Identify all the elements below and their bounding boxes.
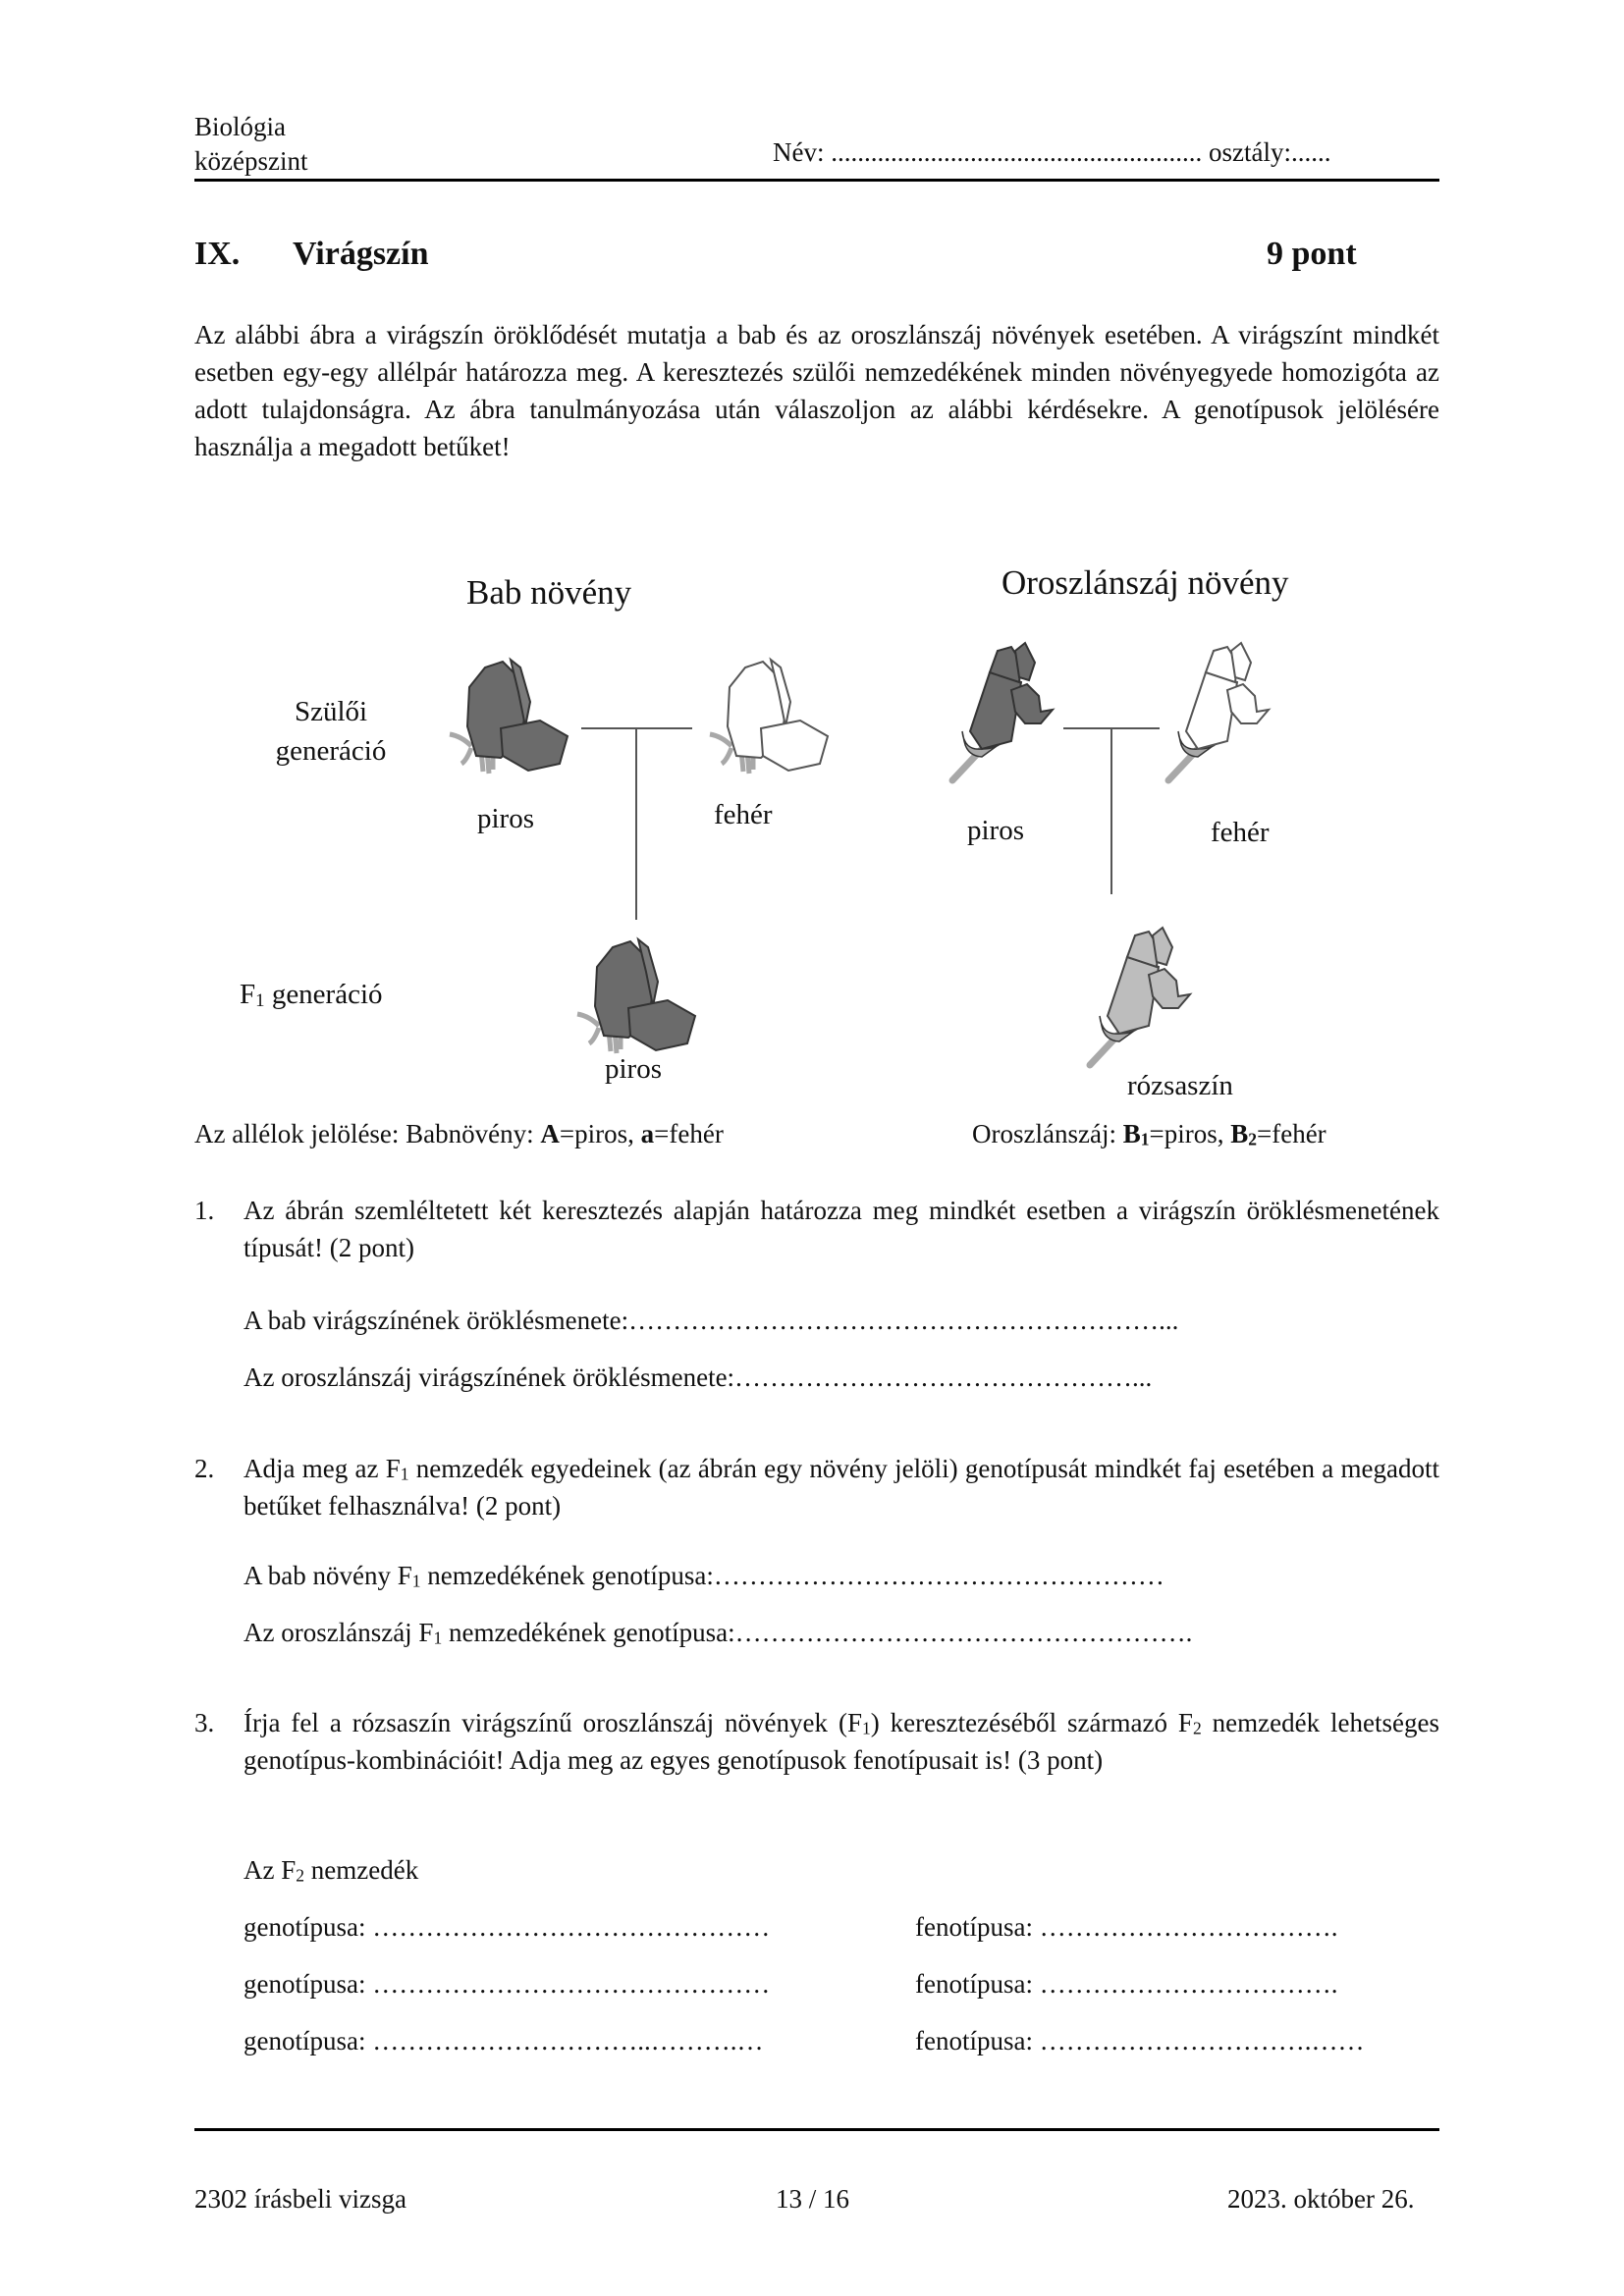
snapdragon-title: Oroszlánszáj növény	[1001, 563, 1289, 602]
level-label: középszint	[194, 146, 308, 176]
footer-exam-code: 2302 írásbeli vizsga	[194, 2184, 406, 2214]
q2-ans1-a: A bab növény F	[244, 1561, 412, 1590]
q3-phenotype-field-2[interactable]: fenotípusa: …………………………….	[915, 1969, 1338, 1999]
bean-cross-line-v	[635, 727, 637, 920]
q2-answer-snapdragon[interactable]	[244, 1618, 1192, 1648]
allele-B1-value: =piros,	[1149, 1119, 1231, 1148]
parent-generation-label	[267, 692, 395, 771]
f2-label-a: Az F	[244, 1855, 297, 1885]
question-1-number: 1.	[194, 1196, 215, 1225]
snapdragon-f1-label: rózsaszín	[1127, 1070, 1233, 1101]
q3-text-c: nemzedék lehetséges genotípus-kombinációit! Adja meg az egyes genotípusok fenotípusait is! (3 pont)	[244, 1708, 1440, 1775]
question-3-text	[244, 1704, 1439, 1779]
q3-text-sub2: 2	[1192, 1718, 1202, 1738]
q2-ans1-b: nemzedékének genotípusa:……………………………………………	[420, 1561, 1164, 1590]
f1-label-rest: generáció	[264, 979, 383, 1010]
q3-phenotype-field-3[interactable]: fenotípusa: ………………………….……	[915, 2026, 1365, 2056]
legend-label: Az allélok jelölése: Babnövény:	[194, 1119, 541, 1148]
q3-text-b: ) keresztezéséből származó F	[870, 1708, 1193, 1737]
q2-text-b: nemzedék egyedeinek (az ábrán egy növény jelöli) genotípusát mindkét faj esetében a megadott betűket felhasználva! (2 pont)	[244, 1454, 1440, 1521]
parent-label-line2: generáció	[275, 735, 387, 767]
question-1-text: Az ábrán szemléltetett két keresztezés alapján határozza meg mindkét esetben a virágszín öröklésmenetének típusát! (2 pont)	[244, 1196, 1439, 1262]
question-2-number: 2.	[194, 1454, 215, 1483]
f2-label-b: nemzedék	[304, 1855, 419, 1885]
q1-answer-snapdragon[interactable]: Az oroszlánszáj virágszínének öröklésmenete:………………………………………...	[244, 1362, 1153, 1392]
q3-genotype-field-2[interactable]: genotípusa: ………………………………………	[244, 1969, 771, 1999]
snapdragon-parent-red-label: piros	[967, 815, 1024, 846]
allele-A-value: =piros,	[559, 1119, 641, 1148]
allele-B2: B	[1230, 1119, 1249, 1148]
parent-label-line1: Szülői	[294, 696, 368, 727]
q1-answer-bean[interactable]: A bab virágszínének öröklésmenete:……………………………………………………...	[244, 1306, 1179, 1335]
allele-a: a	[640, 1119, 655, 1148]
q2-ans2-b: nemzedékének genotípusa:…………………………………………….	[442, 1618, 1193, 1647]
f1-generation-label	[240, 979, 383, 1011]
allele-B1-sub: 1	[1140, 1129, 1150, 1149]
f1-label-sub: 1	[255, 989, 265, 1011]
f2-label-sub: 2	[296, 1865, 305, 1886]
allele-a-value: =fehér	[654, 1119, 724, 1148]
q3-text-sub1: 1	[861, 1718, 871, 1738]
q2-ans2-a: Az oroszlánszáj F	[244, 1618, 434, 1647]
bean-red-flower-icon	[442, 648, 579, 775]
bean-f1-flower-icon	[569, 928, 707, 1055]
snapdragon-white-flower-icon	[1159, 633, 1276, 790]
question-3-number: 3.	[194, 1708, 215, 1737]
footer-divider	[194, 2128, 1439, 2131]
snapdragon-cross-line-v	[1110, 727, 1112, 894]
q2-ans1-sub: 1	[411, 1571, 421, 1591]
q2-text-a: Adja meg az F	[244, 1454, 401, 1483]
allele-B2-value: =fehér	[1257, 1119, 1326, 1148]
q2-answer-bean[interactable]	[244, 1561, 1164, 1591]
q2-text-sub: 1	[400, 1464, 409, 1484]
q3-genotype-field-3[interactable]: genotípusa: …………………………..……….…	[244, 2026, 764, 2056]
question-2	[194, 1450, 1439, 1524]
bean-title: Bab növény	[466, 573, 632, 612]
bean-parent-white-label: fehér	[714, 799, 773, 830]
snapdragon-f1-flower-icon	[1080, 918, 1198, 1075]
name-class-field[interactable]: Név: ........................................................ osztály:......	[773, 137, 1331, 167]
allele-B2-sub: 2	[1248, 1129, 1257, 1149]
subject-label: Biológia	[194, 112, 286, 141]
allele-legend-snapdragon	[972, 1119, 1326, 1149]
f1-label-F: F	[240, 979, 256, 1010]
task-title	[194, 236, 429, 273]
footer-date: 2023. október 26.	[1227, 2184, 1415, 2214]
task-intro: Az alábbi ábra a virágszín öröklődését mutatja a bab és az oroszlánszáj növények esetében. A virágszínt mindkét esetben egy-egy allélpár határozza meg. A keresztezés szülői nemzedékének minden növényegyede homozigóta az adott tulajdonságra. Az ábra tanulmányozása után válaszoljon az alábbi kérdésekre. A genotípusok jelölésére használja a megadott betűket!	[194, 320, 1439, 461]
bean-parent-red-label: piros	[477, 803, 534, 834]
page-header-subject	[194, 110, 307, 179]
snapdragon-parent-white-label: fehér	[1211, 817, 1270, 848]
q3-text-a: Írja fel a rózsaszín virágszínű oroszlánszáj növények (F	[244, 1708, 862, 1737]
bean-white-flower-icon	[702, 648, 839, 775]
f2-generation-label	[244, 1855, 418, 1886]
snapdragon-red-flower-icon	[943, 633, 1060, 790]
q3-phenotype-field-1[interactable]: fenotípusa: …………………………….	[915, 1912, 1338, 1942]
task-name: Virágszín	[293, 236, 429, 272]
question-2-text	[244, 1450, 1439, 1524]
task-number: IX.	[194, 236, 241, 272]
allele-B1: B	[1122, 1119, 1141, 1148]
bean-f1-label: piros	[605, 1053, 662, 1085]
question-1	[194, 1192, 1439, 1266]
footer-page-number: 13 / 16	[776, 2184, 850, 2214]
question-3	[194, 1704, 1439, 1779]
q2-ans2-sub: 1	[433, 1628, 443, 1648]
snap-legend-label: Oroszlánszáj:	[972, 1119, 1123, 1148]
allele-legend-bean	[194, 1119, 724, 1149]
task-points: 9 pont	[1267, 236, 1357, 272]
allele-A: A	[540, 1119, 560, 1148]
q3-genotype-field-1[interactable]: genotípusa: ………………………………………	[244, 1912, 771, 1942]
header-divider	[194, 179, 1439, 182]
